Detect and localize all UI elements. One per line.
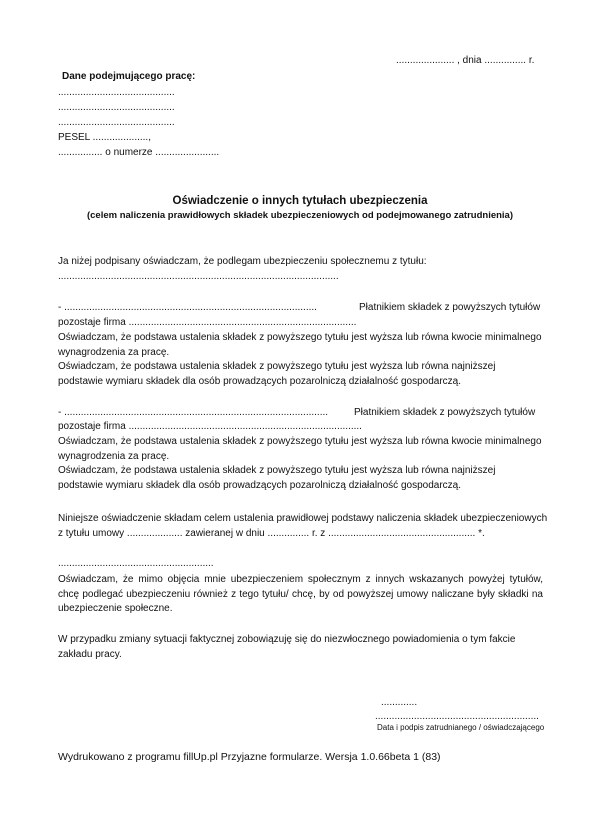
footer-note: Wydrukowano z programu fillUp.pl Przyjazne formularze. Wersja 1.0.66beta 1 (83) xyxy=(58,751,441,763)
contract-details-line: z tytułu umowy .................... zawieranej w dniu ............... r. z ..................................................... *. xyxy=(58,528,485,539)
title2-lowest-base-statement: Oświadczam, że podstawa ustalenia składek z powyższego tytułu jest wyższa lub równa najniższej podstawie wymiaru składek dla osób prowadzących pozarolniczą działalność gospodarczą. xyxy=(58,465,496,491)
title2-payer-label: Płatnikiem składek z powyższych tytułów xyxy=(354,407,536,418)
title1-min-wage-statement: Oświadczam, że podstawa ustalenia składek z powyższego tytułu jest wyższa lub równa kwocie minimalnego wynagrodzenia za pracę. xyxy=(58,332,542,358)
title2-min-wage-statement: Oświadczam, że podstawa ustalenia składek z powyższego tytułu jest wyższa lub równa kwocie minimalnego wynagrodzenia za pracę. xyxy=(58,436,542,462)
title2-dots: - ............................................................................................... xyxy=(58,407,329,418)
document-subtitle: (celem naliczenia prawidłowych składek ubezpieczeniowych od podejmowanego zatrudnienia) xyxy=(86,210,513,221)
title1-firm-line: pozostaje firma .................................................................................. xyxy=(58,317,357,328)
title1-payer-label: Płatnikiem składek z powyższych tytułów xyxy=(359,302,541,313)
signature-caption: Data i podpis zatrudnianego / oświadczającego xyxy=(377,723,545,732)
employer-line: .......................................... xyxy=(58,87,175,98)
title1-lowest-base-statement: Oświadczam, że podstawa ustalenia składek z powyższego tytułu jest wyższa lub równa najniższej podstawie wymiaru składek dla osób prowadzących pozarolniczą działalność gospodarczą. xyxy=(58,361,496,387)
employer-heading: Dane podejmującego pracę: xyxy=(62,71,196,82)
insurance-declaration: Oświadczam, że mimo objęcia mnie ubezpieczeniem społecznym z innych wskazanych powyżej tytułów, chcę podlegać ubezpieczeniu również z tego tytułu/ chcę, by od powyższej umowy naliczane były składki na ubezpieczenie społeczne. xyxy=(58,574,543,614)
intro-statement: Ja niżej podpisany oświadczam, że podlegam ubezpieczeniu społecznemu z tytułu: xyxy=(58,256,427,267)
title1-dots: - ........................................................................................... xyxy=(58,302,317,313)
signature-short-dots: ............. xyxy=(381,697,418,708)
employer-line: .......................................... xyxy=(58,102,175,113)
employer-number: ................ o numerze ....................... xyxy=(58,147,220,158)
purpose-statement: Niniejsze oświadczenie składam celem ustalenia prawidłowej podstawy naliczenia składek ubezpieczeniowych xyxy=(58,513,548,524)
change-notice: W przypadku zmiany sytuacji faktycznej zobowiązuję się do niezwłocznego powiadomienia o tym fakcie zakładu pracy. xyxy=(58,634,516,660)
signature-line: ........................................................... xyxy=(375,711,539,722)
declaration-dots: ........................................................ xyxy=(58,558,214,569)
title2-firm-line: pozostaje firma .................................................................................... xyxy=(58,421,362,432)
intro-title-dots: ..................................................................................................... xyxy=(58,271,339,282)
employer-pesel: PESEL ...................., xyxy=(58,132,151,143)
place-date-line: ..................... , dnia ............... r. xyxy=(396,55,535,66)
employer-line: .......................................... xyxy=(58,117,175,128)
document-title: Oświadczenie o innych tytułach ubezpieczenia xyxy=(172,195,428,207)
